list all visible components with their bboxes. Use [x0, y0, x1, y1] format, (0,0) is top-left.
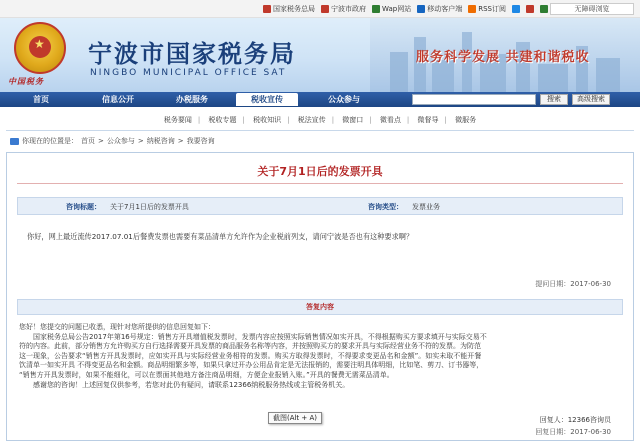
advanced-search-button[interactable]: 高级搜索 [572, 94, 610, 105]
location-icon [10, 138, 19, 145]
answer-line: 您好！您提交的问题已收悉，现针对您所提供的信息回复如下： [19, 323, 215, 331]
answer-date: 回复日期：2017-06-30 [535, 428, 611, 436]
subnav-item-supervise[interactable]: 微督导 [417, 116, 439, 124]
gov-icon [321, 5, 329, 13]
top-link-wap[interactable]: Wap网站 [372, 4, 411, 14]
answer-line: 饮清单一如实开具 不得变更品名和金额。商品明细繁多等，如果只拿过开办公用品肯定是无法报销的，需要注明具体明细，比如笔、剪刀、订书器等， [19, 361, 484, 370]
page-title: 关于7月1日后的发票开具 [257, 165, 383, 178]
top-link-rss[interactable]: RSS订阅 [468, 4, 506, 14]
search-input[interactable] [412, 94, 536, 105]
sub-nav: 税务要闻 | 税收专题 | 税收知识 | 税法宣传 | 微窗口 | 微看点 | 微督导 | 微服务 [163, 116, 477, 124]
search-button[interactable]: 搜索 [540, 94, 568, 105]
question-text: 你好，网上最近流传2017.07.01后餐费发票也需要有菜品清单方允许作为企业税前列支，请问宁波是否也有这种要求啊？ [27, 232, 414, 241]
top-link-mobile[interactable]: 移动客户端 [417, 4, 462, 14]
answer-text [19, 323, 623, 390]
subnav-item-knowledge[interactable]: 税收知识 [253, 116, 282, 124]
top-link-sat[interactable]: 国家税务总局 [263, 4, 315, 14]
mobile-icon [417, 5, 425, 13]
answer-line: 感谢您的咨询！上述回复仅供参考，若您对此仍有疑问，请联系12366纳税服务热线或主管税务机关。 [33, 380, 350, 389]
subnav-divider [6, 130, 634, 131]
site-title[interactable]: 宁波市国家税务局 [88, 40, 296, 68]
nav-item-info[interactable]: 信息公开 [102, 95, 134, 104]
type-label: 咨询类型： [368, 203, 403, 211]
breadcrumb-participation[interactable]: 公众参与 [106, 137, 135, 145]
site-subtitle: NINGBO MUNICIPAL OFFICE SAT [90, 68, 287, 78]
subnav-item-view[interactable]: 微看点 [379, 116, 401, 124]
top-link-wechat[interactable] [540, 4, 548, 14]
subnav-item-law[interactable]: 税法宣传 [297, 116, 326, 124]
top-link-weibo[interactable] [512, 4, 520, 14]
breadcrumb-consult[interactable]: 纳税咨询 [146, 137, 175, 145]
breadcrumb-prefix: 你现在的位置是： [22, 137, 78, 145]
top-links [263, 4, 548, 14]
question-header [17, 197, 623, 215]
subnav-item-window[interactable]: 微窗口 [342, 116, 364, 124]
answer-signature: 回复人：12366咨询员 [539, 416, 611, 424]
tax-emblem-icon: ★ [14, 22, 66, 74]
emblem-caption: 中国税务 [8, 76, 44, 86]
nav-item-participation[interactable]: 公众参与 [328, 95, 360, 104]
subnav-item-news[interactable]: 税务要闻 [163, 116, 192, 124]
answer-line: 这一现象，公告要求“销售方开具发票时，应如实开具与实际经营业务相符的发票。购买方取得发票时，不得要求变更品名和金额”。如实未取不能开餐 [19, 351, 482, 360]
breadcrumb-ask[interactable]: 我要咨询 [186, 137, 215, 145]
rss-icon [468, 5, 476, 13]
nav-item-publicity[interactable]: 税收宣传 [236, 93, 298, 106]
subnav-item-service[interactable]: 微服务 [455, 116, 477, 124]
consult-panel [6, 152, 634, 441]
accessibility-link[interactable]: 无障碍浏览 [550, 3, 634, 15]
topic-value: 关于7月1日后的发票开具 [110, 203, 189, 211]
answer-line: 国家税务总局公告2017年第16号规定：销售方开具增值税发票时，发票内容应按照实际销售情况如实开具，不得根据购买方要求填开与实际交易不 [33, 332, 487, 341]
nav-item-service[interactable]: 办税服务 [176, 95, 208, 104]
slogan: 服务科学发展 共建和谐税收 [416, 50, 590, 65]
breadcrumb-home[interactable]: 首页 [81, 137, 95, 145]
social-icon [526, 5, 534, 13]
header-banner [0, 18, 640, 92]
question-date: 提问日期：2017-06-30 [535, 280, 611, 288]
top-link-social[interactable] [526, 4, 534, 14]
screenshot-tooltip: 截图(Alt + A) [268, 412, 322, 424]
top-links-bar [0, 0, 640, 18]
subnav-item-topics[interactable]: 税收专题 [208, 116, 237, 124]
top-link-gov[interactable]: 宁波市政府 [321, 4, 366, 14]
sat-icon [263, 5, 271, 13]
topic-label: 咨询标题： [66, 203, 101, 211]
answer-header: 答复内容 [17, 299, 623, 315]
breadcrumb: 你现在的位置是： 首页 > 公众参与 > 纳税咨询 > 我要咨询 [10, 136, 215, 146]
weibo-icon [512, 5, 520, 13]
main-nav [0, 92, 640, 107]
title-divider [17, 183, 623, 184]
type-value: 发票业务 [412, 203, 440, 211]
answer-line: “销售方开具发票时，如果不能细化，可以在票面其他地方备注商品明细，方便企业报销入账。”开具的餐费无需菜品清单。 [19, 370, 394, 379]
answer-line: 符的内容。此前，部分销售方允许购买方自行选择需要开具发票的商品服务名称等内容，并按照购买方的要求开具与实际经营业务不符的发票。为防范 [19, 342, 481, 351]
wechat-icon [540, 5, 548, 13]
wap-icon [372, 5, 380, 13]
nav-item-home[interactable]: 首页 [33, 95, 49, 104]
